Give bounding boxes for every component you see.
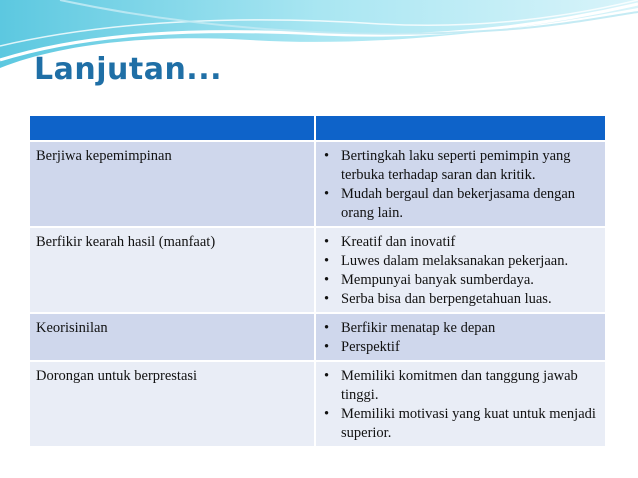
- list-item: • Berfikir menatap ke depan: [322, 319, 599, 338]
- bullet-list: [322, 367, 599, 443]
- row-details: [315, 141, 605, 227]
- row-details: [315, 361, 605, 446]
- list-item: • Bertingkah laku seperti pemimpin yang terbuka terhadap saran dan kritik.: [322, 147, 599, 185]
- list-item: • Memiliki komitmen dan tanggung jawab tinggi.: [322, 367, 599, 405]
- list-item: • Kreatif dan inovatif: [322, 233, 599, 252]
- row-label: Keorisinilan: [30, 313, 315, 361]
- list-item: • Memiliki motivasi yang kuat untuk menjadi superior.: [322, 405, 599, 443]
- list-item: • Luwes dalam melaksanakan pekerjaan.: [322, 252, 599, 271]
- list-item: • Perspektif: [322, 338, 599, 357]
- list-item: • Mempunyai banyak sumberdaya.: [322, 271, 599, 290]
- table-row: [30, 313, 605, 361]
- table-row: [30, 227, 605, 313]
- row-details: [315, 313, 605, 361]
- row-label: Dorongan untuk berprestasi: [30, 361, 315, 446]
- bullet-list: [322, 147, 599, 223]
- table-header-cell: [30, 116, 315, 141]
- table-row: [30, 141, 605, 227]
- content-table: [30, 116, 605, 446]
- row-details: [315, 227, 605, 313]
- table-header-cell: [315, 116, 605, 141]
- table-header-row: [30, 116, 605, 141]
- row-label: Berjiwa kepemimpinan: [30, 141, 315, 227]
- table-row: [30, 361, 605, 446]
- slide-title: Lanjutan...: [34, 52, 222, 87]
- list-item: • Serba bisa dan berpengetahuan luas.: [322, 290, 599, 309]
- bullet-list: [322, 233, 599, 309]
- list-item: • Mudah bergaul dan bekerjasama dengan orang lain.: [322, 185, 599, 223]
- row-label: Berfikir kearah hasil (manfaat): [30, 227, 315, 313]
- bullet-list: [322, 319, 599, 357]
